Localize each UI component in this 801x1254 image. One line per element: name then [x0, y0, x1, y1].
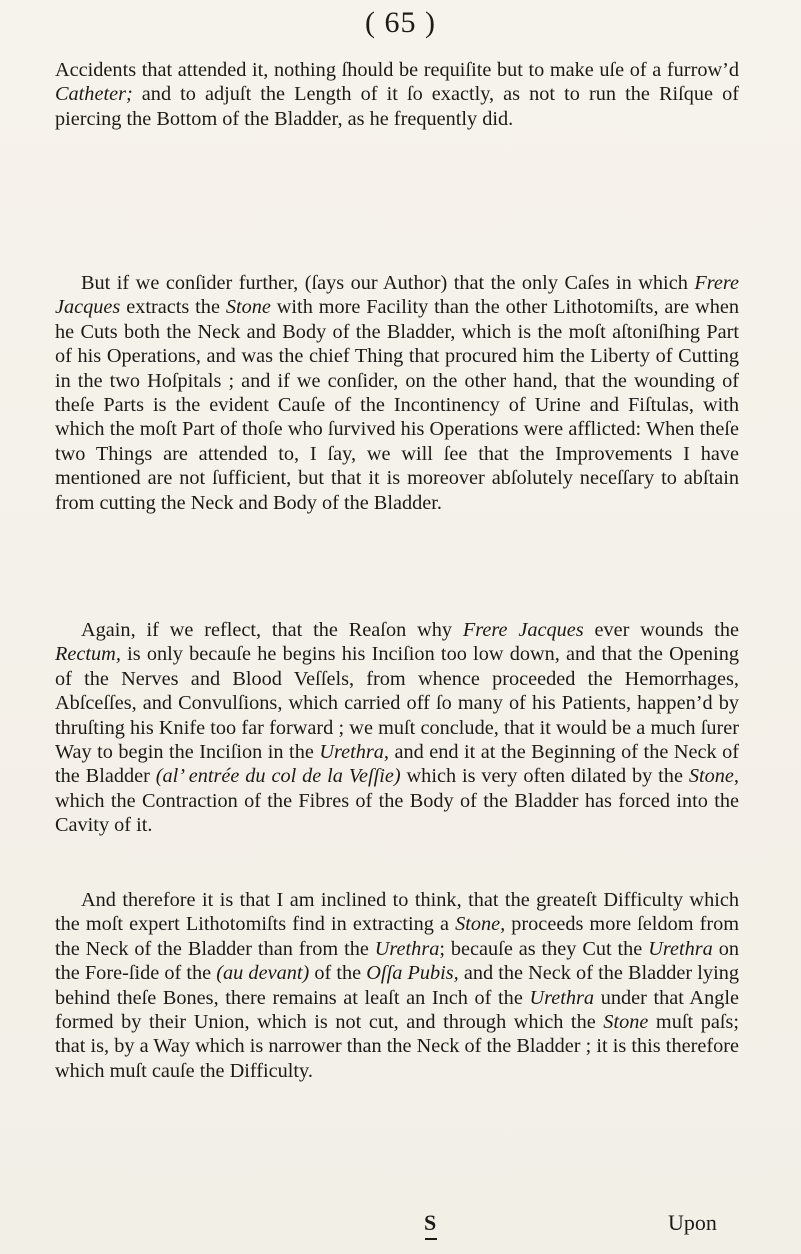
italic-run: Stone, — [688, 765, 739, 788]
italic-run: Rectum, — [55, 643, 121, 666]
text-run: But if we conſider further, (ſays our Author) that the only Caſes in which — [81, 272, 695, 294]
signature-mark: S — [424, 1210, 437, 1235]
italic-run: (al’ entrée du col de la Veſſie) — [155, 765, 401, 788]
italic-run: Urethra — [529, 986, 595, 1009]
text-run: muſt paſs; that is, by a Way which is narrower than the Neck of the Bladder ; it is this therefore which muſt cauſe the Difficulty. — [55, 1011, 740, 1082]
italic-run: Urethra — [648, 937, 713, 960]
text-run: on the Fore-ſide of the — [55, 937, 739, 985]
text-run: with more Facility than the other Lithotomiſts, are when he Cuts both the Neck and Body of the Bladder, which is the moſt aſtoniſhing Part of his Operations, and was the chief Thing that procured him the Liberty of Cutting in the two Hoſpitals ; and if we conſider, on the other hand, that the wounding of theſe Parts is the evident Cauſe of the Incontinency of Urine and Fiſtulas, with which the moſt Part of thoſe who ſurvived his Operations were afflicted: When theſe two Things are attended to, I ſay, we will ſee that the Improvements I have mentioned are not ſufficient, but that it is moreover abſolutely neceſſary to abſtain from cutting the Neck and Body of the Bladder. — [55, 296, 739, 514]
text-run: extracts the — [120, 296, 226, 319]
text-run: and the Neck of the Bladder lying behind theſe Bones, there remains at leaſt an Inch of the — [55, 962, 739, 1009]
text-run: of the — [309, 962, 367, 985]
italic-run: (au devant) — [216, 962, 310, 985]
italic-run: Stone — [603, 1011, 649, 1034]
signature-underline — [425, 1238, 437, 1240]
italic-run: Stone, — [455, 913, 506, 936]
text-run: Again, if we reflect, that the Reaſon why — [81, 619, 463, 641]
text-run: under that Angle formed by their Union, which is not cut, and through which the — [55, 986, 739, 1034]
italic-run: Frere Jacques — [55, 272, 739, 319]
text-run: is only becauſe he begins his Inciſion too low down, and that the Opening of the Nerves and Blood Veſſels, from whence proceeded the Hemorrhages, Abſceſſes, and Convulſions, which carried off ſo many of his Patients, happen’d by thruſting his Knife too far forward ; we muſt conclude, that it would be a much ſurer Way to begin the Inciſion in the — [55, 643, 739, 764]
page-number: ( 65 ) — [365, 6, 436, 39]
text-run: which the Contraction of the Fibres of the Body of the Bladder has forced into the Cavity of it. — [55, 789, 739, 837]
italic-run: Frere Jacques — [462, 619, 584, 641]
text-run: Accidents that attended it, nothing ſhould be requiſite but to make uſe of a furrow’d — [55, 59, 739, 81]
text-run: and to adjuſt the Length of it ſo exactly, as not to run the Riſque of piercing the Bottom of the Bladder, as he frequently did. — [55, 83, 739, 130]
text-run: ; becauſe as they Cut the — [439, 937, 649, 960]
page-footer — [0, 1210, 801, 1244]
catchword: Upon — [668, 1210, 717, 1235]
text-run: and end it at the Beginning of the Neck of the Bladder — [55, 741, 739, 788]
italic-run: Stone — [225, 296, 271, 319]
paragraph-4 — [55, 888, 739, 1083]
italic-run: Oſſa Pubis, — [366, 962, 459, 985]
italic-run: Urethra, — [319, 741, 389, 764]
text-run: proceeds more ſeldom from the Neck of the Bladder than from the — [55, 913, 739, 960]
italic-run: Catheter; — [55, 83, 133, 106]
text-run: And therefore it is that I am inclined to think, that the greateſt Difficulty which the moſt expert Lithotomiſts find in extracting a — [55, 889, 739, 936]
text-run: which is very often dilated by the — [400, 765, 689, 788]
text-run: ever wounds the — [583, 619, 739, 641]
paragraph-3 — [55, 618, 739, 838]
paragraph-1 — [55, 58, 739, 131]
paragraph-2 — [55, 271, 739, 515]
italic-run: Urethra — [374, 937, 440, 960]
